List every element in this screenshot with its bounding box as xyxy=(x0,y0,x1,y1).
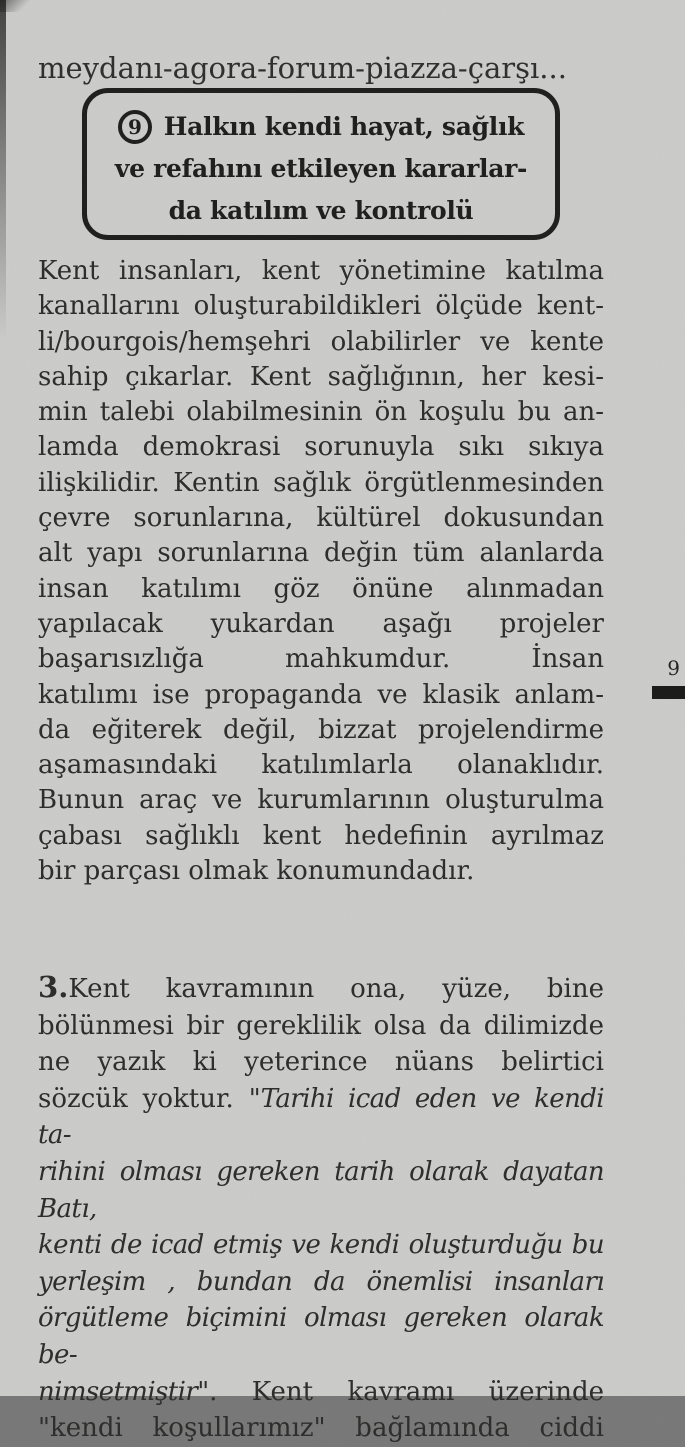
text-line: insan katılımı göz önüne alınmadan xyxy=(38,573,604,604)
text-line: lamda demokrasi sorunuyla sıkı sıkıya xyxy=(38,432,604,463)
text-line: bölünmesi bir gereklilik olsa da dilimizde xyxy=(38,1010,604,1041)
text-line: katılımı ise propaganda ve klasik anlam- xyxy=(38,679,604,710)
text-line: li/bourgois/hemşehri olabilirler ve kente xyxy=(38,326,604,357)
text-line: sözcük yoktur. "Tarihi icad eden ve kendi ta- xyxy=(38,1083,605,1151)
heading-line-1 xyxy=(87,106,555,148)
text-line: min talebi olabilmesinin ön koşulu bu an- xyxy=(38,397,604,428)
page-number: 9 xyxy=(667,656,680,680)
text-line: başarısızlığa mahkumdur. İnsan xyxy=(38,644,604,675)
text-line: örgütleme biçimini olması gereken olarak be- xyxy=(38,1303,604,1370)
text-line: rihini olması gereken tarih olarak dayatan Batı, xyxy=(38,1156,604,1224)
text-line: yerleşim , bundan da önemlisi insanları xyxy=(38,1266,604,1297)
body-paragraph-2 xyxy=(38,969,604,1447)
text-line: 3.Kent kavramının ona, yüze, bine xyxy=(38,970,604,1004)
text-line: sahip çıkarlar. Kent sağlığının, her kesi- xyxy=(38,361,604,392)
text-line: yapılacak yukardan aşağı projeler xyxy=(38,608,604,639)
page-edge-marker-bar xyxy=(652,686,685,699)
header-line: meydanı-agora-forum-piazza-çarşı... xyxy=(38,51,567,85)
text-line: da eğiterek değil, bizzat projelendirme xyxy=(38,714,604,745)
text-line: aşamasındaki katılımlarla olanaklıdır. xyxy=(38,750,604,781)
circled-9-icon: 9 xyxy=(118,110,152,144)
heading-text-3: da katılım ve kontrolü xyxy=(168,196,474,225)
body-paragraph-1 xyxy=(38,254,604,889)
text-line: bir parçası olmak konumundadır. xyxy=(38,856,475,887)
text-line: çabası sağlıklı kent hedefinin ayrılmaz xyxy=(38,820,604,851)
heading-box xyxy=(82,88,560,240)
text-line: nimsetmiştir". Kent kavramı üzerinde xyxy=(38,1376,604,1407)
text-line: Bunun araç ve kurumlarının oluşturulma xyxy=(38,785,604,816)
text-line: Kent insanları, kent yönetimine katılma xyxy=(38,256,604,286)
text-line: "kendi koşullarımız" bağlamında ciddi xyxy=(38,1413,604,1444)
heading-text-2: ve refahını etkileyen kararlar- xyxy=(114,154,528,183)
text-line: kenti de icad etmiş ve kendi oluşturduğu bu xyxy=(38,1230,604,1261)
left-scan-edge-shadow xyxy=(0,0,6,340)
text-line: alt yapı sorunlarına değin tüm alanlarda xyxy=(38,538,604,569)
text-line: çevre sorunlarına, kültürel dokusundan xyxy=(38,503,604,534)
text-line: ne yazık ki yeterince nüans belirtici xyxy=(38,1047,604,1078)
text-line: kanallarını oluşturabildikleri ölçüde kent- xyxy=(38,291,604,322)
text-line: ilişkilidir. Kentin sağlık örgütlenmesinden xyxy=(38,467,604,498)
heading-text-1: Halkın kendi hayat, sağlık xyxy=(163,112,525,141)
top-left-scan-shade xyxy=(0,0,30,12)
